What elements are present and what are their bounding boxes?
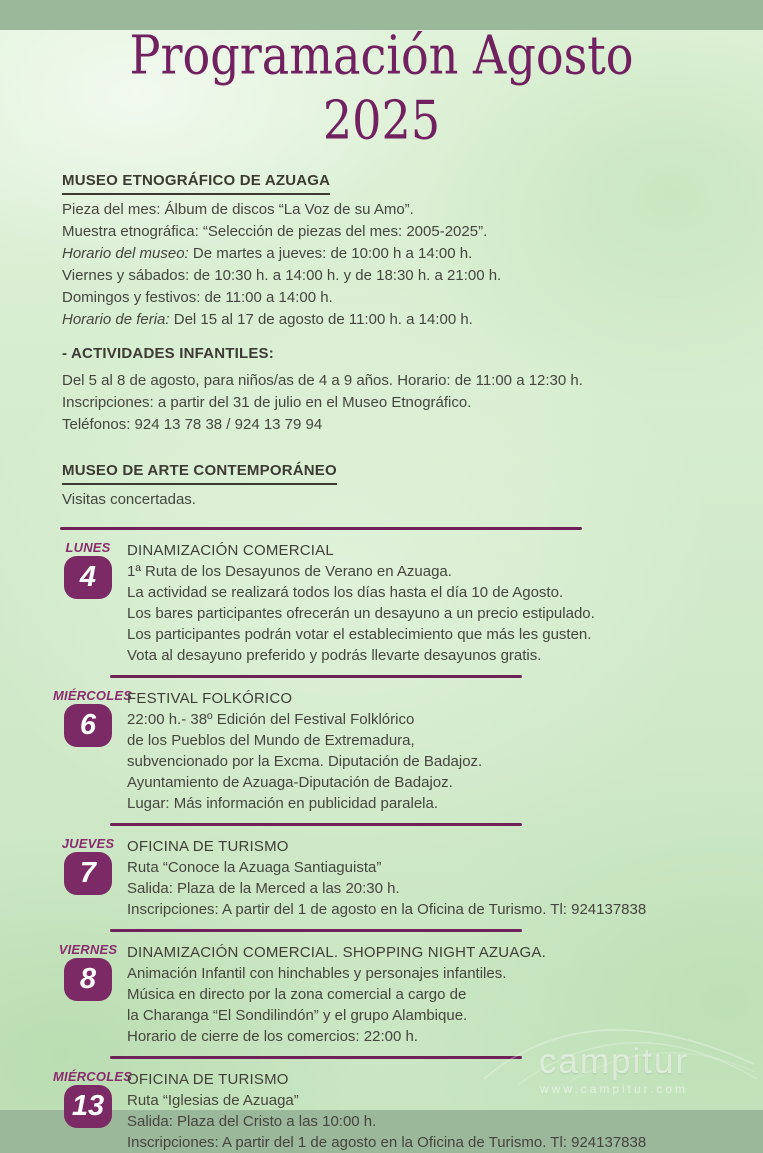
- event-day-badge: 4: [64, 556, 112, 599]
- event-item: [58, 942, 701, 1047]
- section-museo-arte: [62, 460, 701, 511]
- info-line: Teléfonos: 924 13 78 38 / 924 13 79 94: [62, 416, 323, 433]
- event-title: FESTIVAL FOLKÓRICO: [127, 690, 293, 707]
- event-divider: [110, 823, 522, 826]
- event-divider: [110, 675, 522, 678]
- watermark-logo: campitur: [538, 1042, 690, 1081]
- event-line: Salida: Plaza de la Merced a las 20:30 h.: [127, 880, 400, 897]
- event-day: [53, 540, 123, 666]
- event-line: Lugar: Más información en publicidad paralela.: [127, 795, 439, 812]
- event-line: Los bares participantes ofrecerán un desayuno a un precio estipulado.: [127, 605, 595, 622]
- event-day-badge: 7: [64, 852, 112, 895]
- event-day-name: VIERNES: [58, 942, 118, 957]
- event-title: OFICINA DE TURISMO: [127, 1071, 289, 1088]
- section-heading: MUSEO DE ARTE CONTEMPORÁNEO: [62, 460, 337, 485]
- info-line: Viernes y sábados: de 10:30 h. a 14:00 h. y de 18:30 h. a 21:00 h.: [62, 267, 502, 284]
- event-line: Horario de cierre de los comercios: 22:00 h.: [127, 1028, 418, 1045]
- section-actividades-infantiles: [62, 343, 701, 436]
- event-line: Vota al desayuno preferido y podrás llevarte desayunos gratis.: [127, 647, 542, 664]
- event-body: [123, 836, 701, 920]
- info-line: Domingos y festivos: de 11:00 a 14:00 h.: [62, 289, 333, 306]
- event-line: Animación Infantil con hinchables y personajes infantiles.: [127, 965, 507, 982]
- event-item: [62, 836, 701, 920]
- info-line: Pieza del mes: Álbum de discos “La Voz de su Amo”.: [62, 201, 414, 218]
- event-line: de los Pueblos del Mundo de Extremadura,: [127, 732, 415, 749]
- info-line: Inscripciones: a partir del 31 de julio en el Museo Etnográfico.: [62, 394, 472, 411]
- poster-page: [0, 24, 763, 1151]
- event-body: [123, 540, 701, 666]
- event-title: DINAMIZACIÓN COMERCIAL: [127, 542, 334, 559]
- event-item: [62, 540, 701, 666]
- page-title: Programación Agosto 2025: [129, 24, 634, 152]
- event-title: DINAMIZACIÓN COMERCIAL. SHOPPING NIGHT AZUAGA.: [127, 944, 546, 961]
- watermark-url: www.campitur.com: [539, 1082, 689, 1096]
- event-divider: [110, 1056, 522, 1059]
- event-line: subvencionado por la Excma. Diputación de Badajoz.: [127, 753, 483, 770]
- event-title: OFICINA DE TURISMO: [127, 838, 289, 855]
- event-day-badge: 8: [64, 958, 112, 1001]
- event-line: 1ª Ruta de los Desayunos de Verano en Azuaga.: [127, 563, 452, 580]
- info-line: Horario del museo: De martes a jueves: de 10:00 h a 14:00 h.: [62, 245, 473, 262]
- event-line: 22:00 h.- 38º Edición del Festival Folklórico: [127, 711, 415, 728]
- event-body: [123, 688, 701, 814]
- event-item: [53, 1069, 701, 1153]
- event-day-name: JUEVES: [61, 836, 115, 851]
- event-day-name: MIÉRCOLES: [53, 688, 133, 703]
- info-line: Horario de feria: Del 15 al 17 de agosto de 11:00 h. a 14:00 h.: [62, 311, 473, 328]
- event-divider: [110, 929, 522, 932]
- event-day: [53, 836, 123, 920]
- event-line: Inscripciones: A partir del 1 de agosto en la Oficina de Turismo. Tl: 924137838: [127, 1134, 647, 1151]
- event-line: Música en directo por la zona comercial a cargo de: [127, 986, 467, 1003]
- event-line: Ayuntamiento de Azuaga-Diputación de Badajoz.: [127, 774, 453, 791]
- event-item: [53, 688, 701, 814]
- event-line: La actividad se realizará todos los días hasta el día 10 de Agosto.: [127, 584, 564, 601]
- section-museo-etnografico: [62, 170, 701, 331]
- section-divider: [60, 527, 582, 530]
- event-day-name: LUNES: [65, 540, 111, 555]
- event-day-badge: 13: [64, 1085, 112, 1128]
- event-line: Ruta “Conoce la Azuaga Santiaguista”: [127, 859, 382, 876]
- info-line: Muestra etnográfica: “Selección de piezas del mes: 2005-2025”.: [62, 223, 488, 240]
- section-heading: - ACTIVIDADES INFANTILES:: [62, 345, 274, 362]
- event-body: [123, 1069, 701, 1153]
- event-line: la Charanga “El Sondilindón” y el grupo Alambique.: [127, 1007, 468, 1024]
- event-day-badge: 6: [64, 704, 112, 747]
- info-line: Visitas concertadas.: [62, 491, 196, 508]
- section-heading: MUSEO ETNOGRÁFICO DE AZUAGA: [62, 170, 330, 195]
- info-line: Del 5 al 8 de agosto, para niños/as de 4 a 9 años. Horario: de 11:00 a 12:30 h.: [62, 372, 583, 389]
- event-line: Ruta “Iglesias de Azuaga”: [127, 1092, 299, 1109]
- event-line: Salida: Plaza del Cristo a las 10:00 h.: [127, 1113, 377, 1130]
- event-line: Los participantes podrán votar el establecimiento que más les gusten.: [127, 626, 592, 643]
- event-day: [53, 942, 123, 1047]
- event-day-name: MIÉRCOLES: [53, 1069, 133, 1084]
- event-day: [53, 1069, 133, 1153]
- event-line: Inscripciones: A partir del 1 de agosto en la Oficina de Turismo. Tl: 924137838: [127, 901, 647, 918]
- event-day: [53, 688, 133, 814]
- event-body: [123, 942, 701, 1047]
